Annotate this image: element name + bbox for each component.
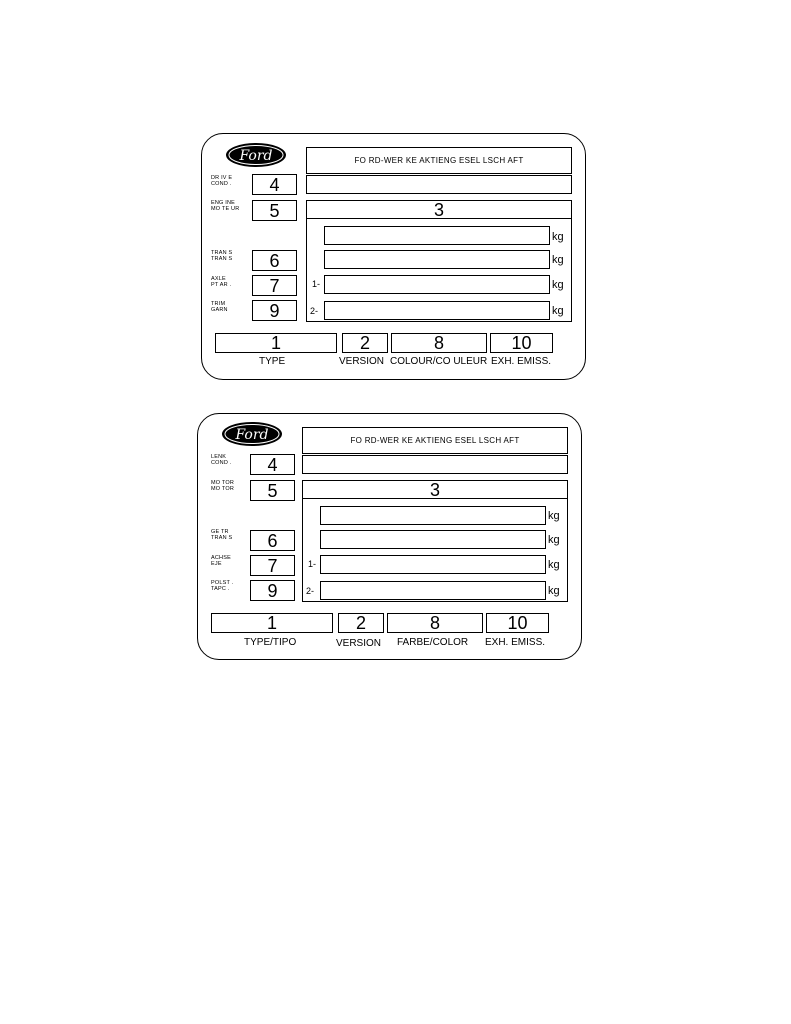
vin-number: 3 bbox=[433, 199, 444, 220]
train-weight-field bbox=[320, 530, 546, 549]
vin-number: 3 bbox=[429, 479, 440, 500]
gross-weight-field bbox=[324, 226, 550, 245]
trans-label: TRAN S TRAN S bbox=[211, 250, 233, 262]
axle-number: 7 bbox=[250, 555, 295, 576]
id-plate-english bbox=[201, 133, 586, 380]
gross-weight-field bbox=[320, 506, 546, 525]
emission-caption: EXH. EMISS. bbox=[485, 637, 546, 648]
version-caption: VERSION bbox=[339, 356, 385, 367]
color-caption: FARBE/COLOR bbox=[397, 637, 469, 648]
type-number: 1 bbox=[211, 613, 333, 633]
trim-label: TRIM GARN bbox=[211, 301, 228, 313]
ford-logo-text: Ford bbox=[235, 427, 269, 443]
colour-number: 8 bbox=[391, 333, 487, 353]
id-plate-german-spanish bbox=[197, 413, 582, 660]
manufacturer-box bbox=[306, 147, 572, 174]
color-number: 8 bbox=[387, 613, 483, 633]
axle1-weight-field bbox=[320, 555, 546, 574]
axle2-prefix: 2- bbox=[306, 586, 315, 596]
colour-caption: COLOUR/CO ULEUR bbox=[390, 356, 488, 367]
axle1-weight-field bbox=[324, 275, 550, 294]
axle2-weight-field bbox=[320, 581, 546, 600]
trans-number: 6 bbox=[252, 250, 297, 271]
version-caption: VERSION bbox=[336, 638, 382, 649]
upholstery-label: POLST . TAPC . bbox=[211, 580, 234, 592]
type-number: 1 bbox=[215, 333, 337, 353]
ford-logo-icon bbox=[225, 142, 287, 168]
train-weight-unit: kg bbox=[552, 254, 564, 266]
axle1-prefix: 1- bbox=[312, 279, 321, 289]
motor-label: MO TOR MO TOR bbox=[211, 480, 234, 492]
steering-number: 4 bbox=[250, 454, 295, 475]
gross-weight-unit: kg bbox=[548, 510, 560, 522]
drive-label: DR IV E COND . bbox=[211, 175, 233, 187]
type-caption: TYPE bbox=[259, 356, 286, 367]
axle2-weight-unit: kg bbox=[552, 305, 564, 317]
blank-field bbox=[302, 455, 568, 474]
manufacturer-name: FO RD-WER KE AKTIENG ESEL LSCH AFT bbox=[350, 436, 520, 445]
upholstery-number: 9 bbox=[250, 580, 295, 601]
engine-label: ENG INE MO TE UR bbox=[211, 200, 240, 212]
engine-number: 5 bbox=[252, 200, 297, 221]
gearbox-number: 6 bbox=[250, 530, 295, 551]
emission-caption: EXH. EMISS. bbox=[491, 356, 552, 367]
version-number: 2 bbox=[338, 613, 384, 633]
train-weight-field bbox=[324, 250, 550, 269]
train-weight-unit: kg bbox=[548, 534, 560, 546]
ford-logo-text: Ford bbox=[239, 148, 273, 164]
axle2-prefix: 2- bbox=[310, 306, 319, 316]
type-caption: TYPE/TIPO bbox=[244, 637, 297, 648]
gearbox-label: GE TR TRAN S bbox=[211, 529, 233, 541]
version-number: 2 bbox=[342, 333, 388, 353]
trim-number: 9 bbox=[252, 300, 297, 321]
blank-field bbox=[306, 175, 572, 194]
axle1-prefix: 1- bbox=[308, 559, 317, 569]
axle-label: AXLE PT AR . bbox=[211, 276, 232, 288]
emission-number: 10 bbox=[490, 333, 553, 353]
axle-number: 7 bbox=[252, 275, 297, 296]
manufacturer-box bbox=[302, 427, 568, 454]
steering-label: LENK COND . bbox=[211, 454, 232, 466]
ford-logo-icon bbox=[221, 421, 283, 447]
vin-field bbox=[306, 200, 572, 219]
axle2-weight-field bbox=[324, 301, 550, 320]
emission-number: 10 bbox=[486, 613, 549, 633]
drive-number: 4 bbox=[252, 174, 297, 195]
motor-number: 5 bbox=[250, 480, 295, 501]
axle1-weight-unit: kg bbox=[548, 559, 560, 571]
axle1-weight-unit: kg bbox=[552, 279, 564, 291]
axle-label: ACHSE EJE bbox=[211, 555, 231, 567]
vin-field bbox=[302, 480, 568, 499]
axle2-weight-unit: kg bbox=[548, 585, 560, 597]
gross-weight-unit: kg bbox=[552, 231, 564, 243]
manufacturer-name: FO RD-WER KE AKTIENG ESEL LSCH AFT bbox=[354, 156, 524, 165]
